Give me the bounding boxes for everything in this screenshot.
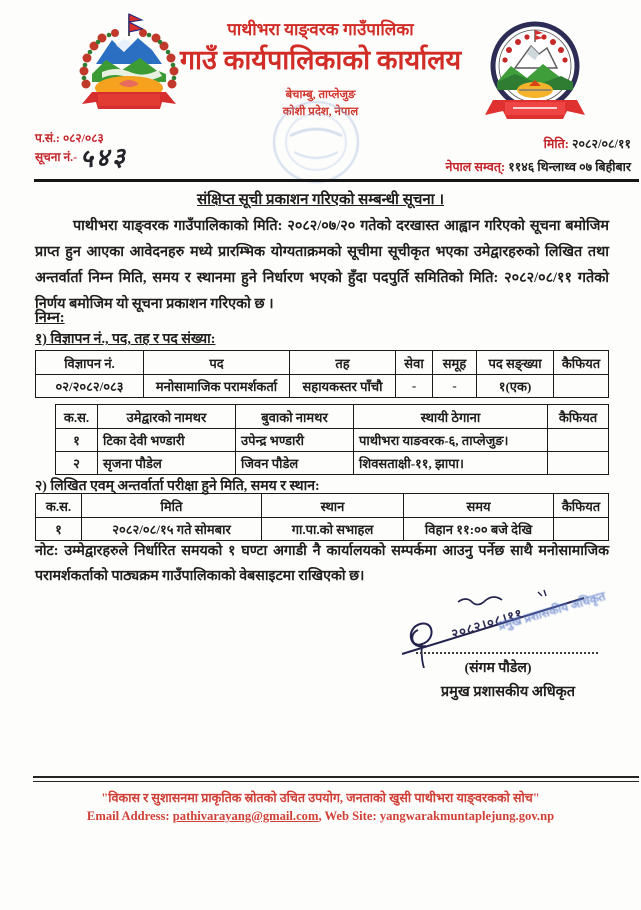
group-cell: - [433,375,477,398]
col-header: क.स. [56,405,98,429]
table-header-row [36,494,609,518]
exam-place-cell: गा.पा.को सभाहल [262,518,404,541]
office-address-line2: कोशी प्रदेश, नेपाल [282,106,359,118]
notice-number-handwritten: ५४३ [79,143,129,173]
col-header: स्थान [262,494,404,518]
serial-cell: १ [36,518,82,541]
advert-number-cell: ०२/२०८२/०८३ [36,375,144,398]
ref-number-label: प.सं.: [35,131,60,145]
remarks-cell [548,429,609,452]
post-cell: मनोसामाजिक परामर्शकर्ता [144,375,290,398]
signatory-name: (संगम पौडेल) [464,661,532,676]
col-header: उमेद्वारको नामथर [98,405,236,429]
signature-dotted-line [416,652,598,654]
address-cell: शिवसताक्षी-११, झापा। [354,452,548,475]
post-count-cell: १(एक) [477,375,554,398]
office-address-line1: बेचाम्बु, ताप्लेजुङ [285,89,356,101]
col-header: क.स. [36,494,82,518]
date-label: मिति: [543,137,569,151]
remarks-cell [548,452,609,475]
footer-slogan: "विकास र सुशासनमा प्राकृतिक स्रोतको उचित उपयोग, जनताको खुसी पाथीभरा याङ्वरकको सोच" [101,791,540,805]
address-cell: पाथीभरा याङवरक-६, ताप्लेजुङ। [354,429,548,452]
notice-body-paragraph: पाथीभरा याङ्वरक गाउँपालिकाको मिति: २०८२/०७/२० गतेको दरखास्त आह्वान गरिएको सूचना बमोजिम प्राप्त हुन आएका आवेदनहरु मध्ये प्रारम्भिक योग्यताक्रमको सूचीमा सूचीकृत भएका उमेद्वारहरुको लिखित तथा अन्तर्वार्ता निम्न मिति, समय र स्थानमा हुने निर्धारण भएको हुँदा पदपुर्ति समितिको मिति: २०८२/०८/११ गतेको निर्णय बमोजिम यो सूचना प्रकाशन गरिएको छ । [35,218,609,312]
footer-divider-line [33,776,639,782]
remarks-cell [554,518,609,541]
father-name-cell: उपेन्द्र भण्डारी [236,429,354,452]
table-header-row [36,351,609,375]
father-name-cell: जिवन पौडेल [236,452,354,475]
section2-heading: २) लिखित एवम् अन्तर्वार्ता परीक्षा हुने मिति, समय र स्थान: [35,479,320,494]
candidates-table [55,404,609,475]
table-row [56,429,609,452]
notice-number-label: सूचना नं.- [35,150,78,164]
nimna-label: निम्न: [35,310,65,326]
col-header: पद सङ्ख्या [477,351,554,375]
col-header: समूह [433,351,477,375]
remarks-cell [554,375,609,398]
advertisement-table [35,350,609,398]
col-header: पद [144,351,290,375]
notice-subject [0,189,641,209]
signatory-title: प्रमुख प्रशासकीय अधिकृत [440,684,576,700]
col-header: बुवाको नामथर [236,405,354,429]
signature-block [388,588,628,706]
table-row [36,518,609,541]
candidate-name-cell: टिका देवी भण्डारी [98,429,236,452]
nepal-sambat-label: नेपाल सम्वत्: [445,160,506,174]
notice-subject-text: संक्षिप्त सूची प्रकाशन गरिएको सम्बन्धी सूचना । [196,192,445,208]
col-header: कैफियत [548,405,609,429]
service-cell: - [396,375,433,398]
date-block [446,133,632,179]
section1-heading: १) विज्ञापन नं., पद, तह र पद संख्या: [35,332,216,347]
email-label: Email Address: [86,809,173,823]
col-header: सेवा [396,351,433,375]
office-name: गाउँ कार्यपालिकाको कार्यालय [179,45,462,75]
ref-number-value: ०८२/०८३ [62,131,104,145]
email-address: pathivarayang@gmail.com [172,809,319,823]
col-header: कैफियत [554,494,609,518]
website-label: , Web Site: [318,809,380,823]
col-header: स्थायी ठेगाना [354,405,548,429]
faint-round-stamp [268,96,364,188]
table-header-row [56,405,609,429]
nepal-sambat-value: ११४६ थिन्लाथ्व ०७ बिहीबार [508,160,631,174]
header-divider-line [34,179,639,182]
serial-cell: १ [56,429,98,452]
handwritten-date: २०८२।०८।११ [449,605,525,642]
col-header: कैफियत [554,351,609,375]
date-value: २०८२/०८/११ [572,137,631,151]
exam-date-cell: २०८२/०८/१५ गते सोमबार [82,518,262,541]
table-row [36,375,609,398]
table-row [56,452,609,475]
blue-stamp-text: प्रमुख प्रशासकीय अधिकृत [496,588,607,634]
municipality-name: पाथीभरा याङ्वरक गाउँपालिका [227,20,414,39]
col-header: मिति [82,494,262,518]
candidate-name-cell: सृजना पौडेल [98,452,236,475]
col-header: विज्ञापन नं. [36,351,144,375]
level-cell: सहायकस्तर पाँचौ [290,375,396,398]
website-address: yangwarakmuntaplejung.gov.np [379,809,555,823]
exam-schedule-table [35,493,609,541]
col-header: समय [404,494,554,518]
footer-contact-line [0,809,641,824]
col-header: तह [290,351,396,375]
exam-time-cell: विहान ११:०० बजे देखि [404,518,554,541]
reference-block [35,129,129,173]
note-paragraph: नोट: उम्मेद्वारहरुले निर्धारित समयको १ घण्टा अगाडी नै कार्यालयको सम्पर्कमा आउनु पर्नेछ साथै मनोसामाजिक परामर्शकर्ताको पाठ्यक्रम गाउँपालिकाको वेबसाइटमा राखिएको छ। [35,543,609,584]
serial-cell: २ [56,452,98,475]
